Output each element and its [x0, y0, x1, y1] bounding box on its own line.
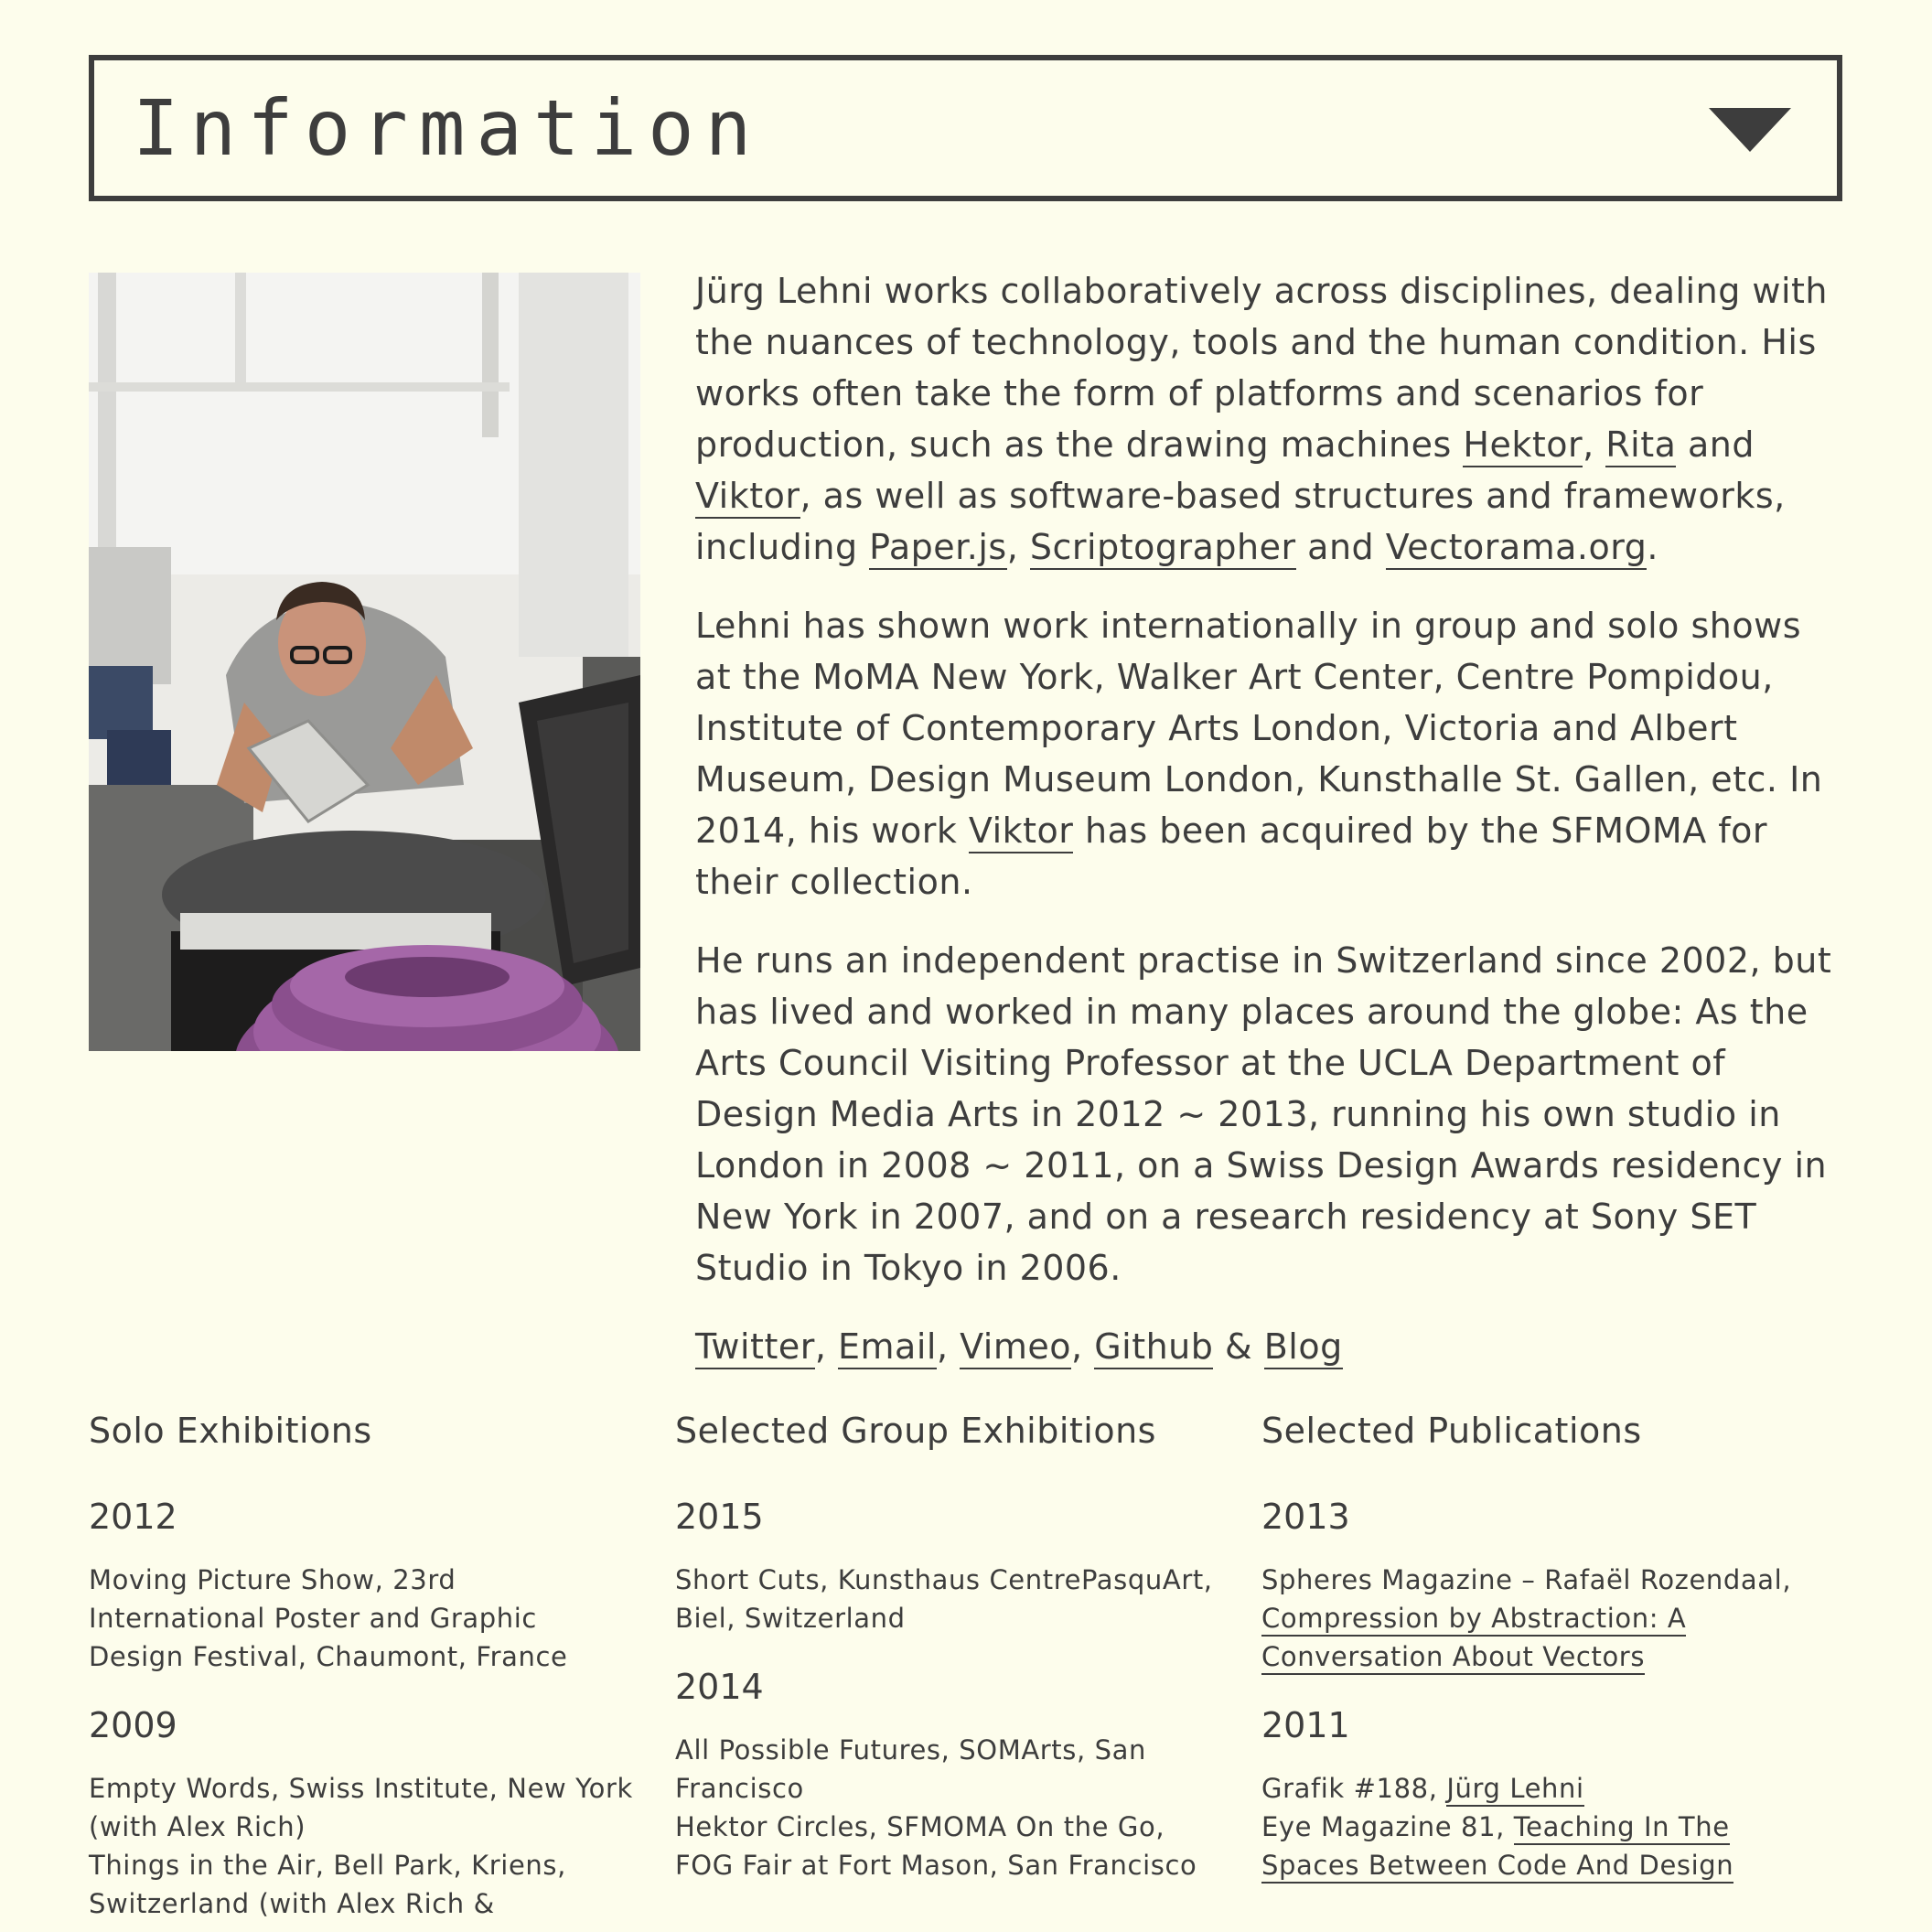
year-heading: 2011	[1261, 1705, 1350, 1745]
link-compression-by-abstraction[interactable]: Compression by Abstraction: A Conversation About Vectors	[1261, 1603, 1686, 1675]
solo-exhibitions-column	[89, 1405, 675, 1932]
entry-list	[89, 1561, 639, 1676]
link-blog[interactable]: Blog	[1264, 1326, 1343, 1369]
entry-list	[675, 1731, 1225, 1884]
group-exhibitions-heading: Selected Group Exhibitions	[675, 1411, 1156, 1451]
year-heading: 2014	[675, 1667, 764, 1707]
year-heading: 2013	[1261, 1497, 1350, 1537]
bio-paragraph-2: Lehni has shown work internationally in group and solo shows at the MoMA New York, Walker Art Center, Centre Pompidou, Institute of Contemporary Arts London, Victoria and Albert Museum, Design Museum London, Kunsthalle St. Gallen, etc. In 2014, his work Viktor has been acquired by the SFMOMA for their collection.	[695, 606, 1823, 902]
social-links: Twitter, Email, Vimeo, Github & Blog	[695, 1321, 1848, 1372]
link-twitter[interactable]: Twitter	[695, 1326, 815, 1369]
link-email[interactable]: Email	[838, 1326, 937, 1369]
page-header	[89, 55, 1842, 201]
bio-paragraph-3: He runs an independent practise in Switzerland since 2002, but has lived and worked in many places around the globe: As the Arts Council Visiting Professor at the UCLA Department of Design Media Arts in 2012 ~ 2013, running his own studio in London in 2008 ~ 2011, on a Swiss Design Awards residency in New York in 2007, and on a research residency at Sony SET Studio in Tokyo in 2006.	[695, 940, 1832, 1288]
list-item: Spheres Magazine – Rafaël Rozendaal, Compression by Abstraction: A Conversation About Vectors	[1261, 1561, 1811, 1676]
group-exhibitions-column	[675, 1405, 1261, 1932]
bio-section	[695, 265, 1848, 1400]
list-item: Short Cuts, Kunsthaus CentrePasquArt, Biel, Switzerland	[675, 1564, 1213, 1634]
entry-list	[89, 1769, 639, 1923]
year-heading: 2015	[675, 1497, 764, 1537]
year-heading: 2012	[89, 1497, 177, 1537]
link-hektor[interactable]: Hektor	[1463, 424, 1583, 467]
entry-list	[1261, 1561, 1811, 1676]
publications-heading: Selected Publications	[1261, 1411, 1642, 1451]
link-teaching-in-the-spaces[interactable]: Teaching In The Spaces Between Code And Design	[1261, 1811, 1733, 1884]
entry-list	[675, 1561, 1225, 1637]
link-rita[interactable]: Rita	[1605, 424, 1676, 467]
list-item: Things in the Air, Bell Park, Kriens, Switzerland (with Alex Rich &	[89, 1850, 566, 1919]
link-viktor[interactable]: Viktor	[695, 476, 800, 519]
bio-paragraph-1: Jürg Lehni works collaboratively across disciplines, dealing with the nuances of technology, tools and the human condition. His works often take the form of platforms and scenarios for production, such as the drawing machines Hektor, Rita and Viktor, as well as software-based structures and frameworks, including Paper.js, Scriptographer and Vectorama.org.	[695, 265, 1848, 573]
list-item: Eye Magazine 81, Teaching In The Spaces Between Code And Design	[1261, 1808, 1811, 1884]
portrait-photo	[89, 273, 640, 1051]
portrait-illustration	[89, 273, 640, 1051]
list-item: Empty Words, Swiss Institute, New York (with Alex Rich)	[89, 1773, 633, 1842]
list-item: All Possible Futures, SOMArts, San Francisco	[675, 1734, 1146, 1804]
exhibitions-columns	[89, 1405, 1848, 1932]
link-jurg-lehni[interactable]: Jürg Lehni	[1446, 1773, 1583, 1807]
triangle-down-icon[interactable]	[1709, 108, 1791, 152]
solo-exhibitions-heading: Solo Exhibitions	[89, 1411, 372, 1451]
link-paperjs[interactable]: Paper.js	[869, 527, 1007, 570]
list-item: Grafik #188, Jürg Lehni	[1261, 1769, 1811, 1808]
entry-list	[1261, 1769, 1811, 1884]
link-vimeo[interactable]: Vimeo	[960, 1326, 1071, 1369]
link-vectorama[interactable]: Vectorama.org	[1386, 527, 1648, 570]
publications-column	[1261, 1405, 1848, 1932]
page-title: Information	[133, 83, 763, 173]
year-heading: 2009	[89, 1705, 177, 1745]
link-github[interactable]: Github	[1094, 1326, 1213, 1369]
link-scriptographer[interactable]: Scriptographer	[1030, 527, 1296, 570]
link-viktor-2[interactable]: Viktor	[969, 810, 1074, 853]
list-item: Moving Picture Show, 23rd International Poster and Graphic Design Festival, Chaumont, France	[89, 1564, 568, 1672]
list-item: Hektor Circles, SFMOMA On the Go, FOG Fair at Fort Mason, San Francisco	[675, 1811, 1197, 1881]
